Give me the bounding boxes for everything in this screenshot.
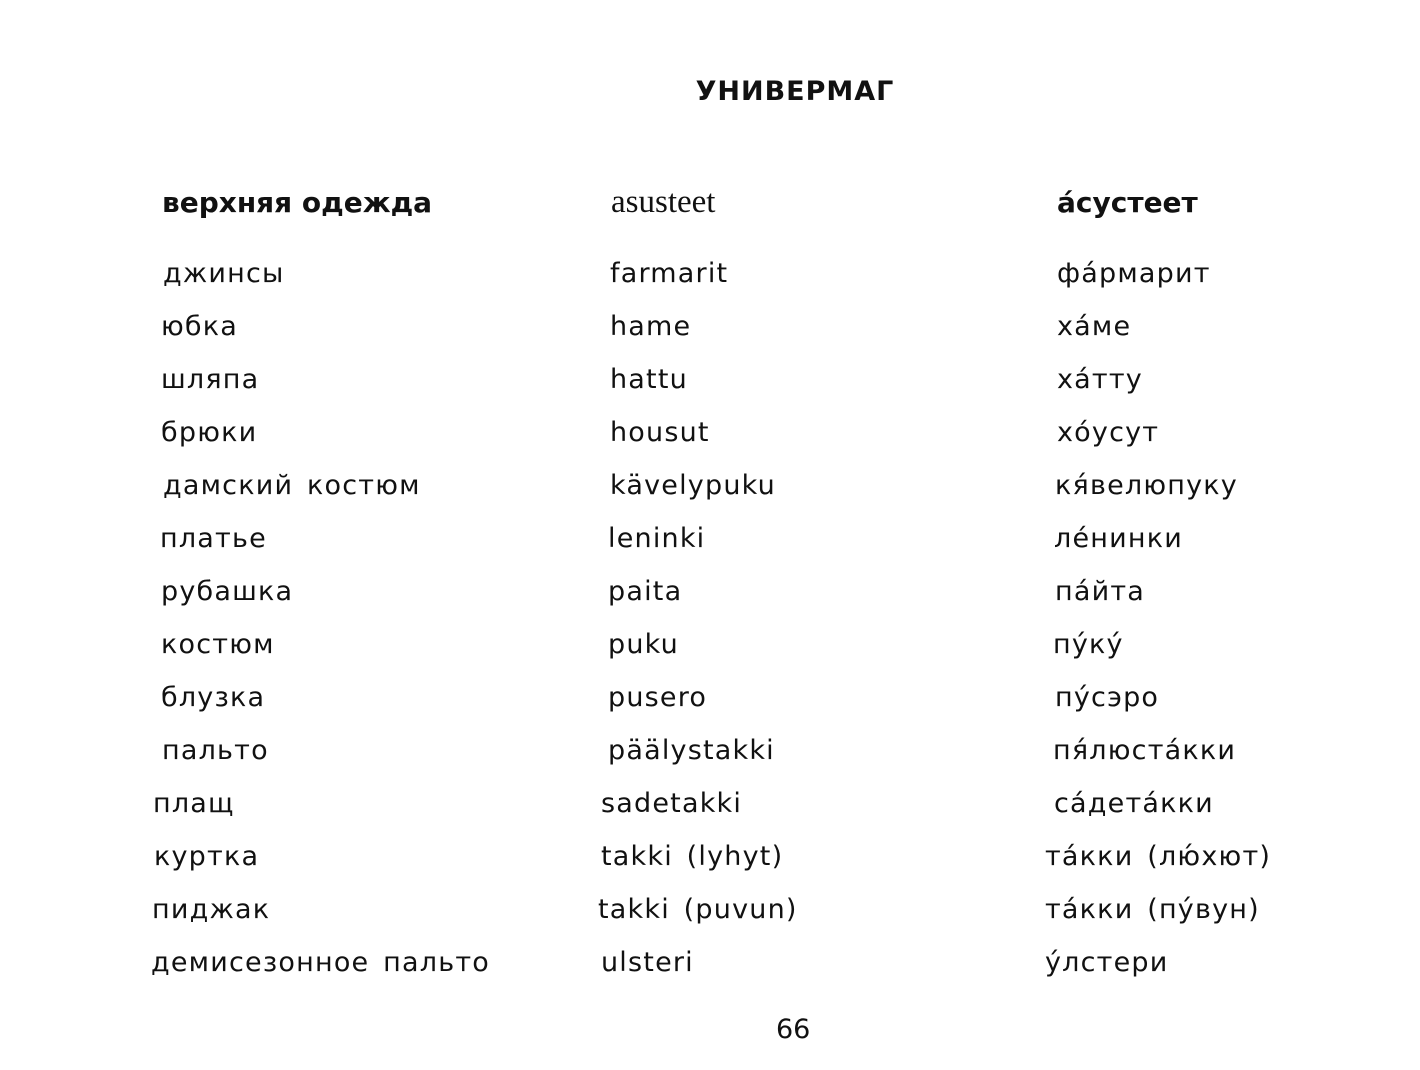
russian-term: шляпа — [161, 364, 260, 395]
transcription-term: ýлстери — [1045, 947, 1169, 978]
russian-term: дамский костюм — [163, 470, 421, 501]
transcription-term: фáрмарит — [1057, 258, 1211, 289]
russian-term: блузка — [161, 682, 266, 713]
transcription-term: кя́велюпуку — [1055, 470, 1238, 501]
finnish-header: asusteet — [611, 184, 716, 220]
russian-term: костюм — [161, 629, 275, 660]
finnish-term: päälystakki — [608, 735, 775, 766]
finnish-term: takki (puvun) — [598, 894, 798, 925]
russian-term: пальто — [162, 735, 269, 766]
finnish-term: pusero — [608, 682, 708, 713]
transcription-term: хáме — [1057, 311, 1132, 342]
transcription-term: сáдетáкки — [1054, 788, 1214, 819]
finnish-term: hame — [610, 311, 692, 342]
transcription-term: тáкки (лю́хют) — [1045, 841, 1272, 872]
russian-term: плащ — [153, 788, 235, 819]
russian-term: брюки — [161, 417, 258, 448]
finnish-term: kävelypuku — [610, 470, 776, 501]
russian-term: демисезонное пальто — [151, 947, 490, 978]
transcription-term: лéнинки — [1054, 523, 1183, 554]
transcription-header: áсустеет — [1057, 186, 1198, 219]
finnish-term: takki (lyhyt) — [601, 841, 784, 872]
russian-term: рубашка — [161, 576, 294, 607]
page-number: 66 — [776, 1014, 811, 1045]
finnish-term: hattu — [610, 364, 688, 395]
russian-term: куртка — [154, 841, 260, 872]
finnish-term: leninki — [608, 523, 706, 554]
finnish-term: sadetakki — [601, 788, 743, 819]
page-title: УНИВЕРМАГ — [695, 76, 895, 107]
russian-header: верхняя одежда — [162, 186, 433, 219]
russian-term: джинсы — [163, 258, 285, 289]
finnish-term: ulsteri — [601, 947, 694, 978]
transcription-term: пýсэро — [1055, 682, 1160, 713]
transcription-term: хáтту — [1057, 364, 1143, 395]
transcription-term: тáкки (пýвун) — [1045, 894, 1260, 925]
transcription-term: пýкý — [1053, 629, 1124, 660]
russian-term: платье — [160, 523, 267, 554]
russian-term: юбка — [161, 311, 239, 342]
transcription-term: пáйта — [1055, 576, 1146, 607]
finnish-term: paita — [608, 576, 683, 607]
transcription-term: пя́люстáкки — [1053, 735, 1237, 766]
finnish-term: puku — [608, 629, 679, 660]
russian-term: пиджак — [152, 894, 271, 925]
finnish-term: housut — [610, 417, 710, 448]
transcription-term: хóусут — [1057, 417, 1160, 448]
finnish-term: farmarit — [610, 258, 729, 289]
